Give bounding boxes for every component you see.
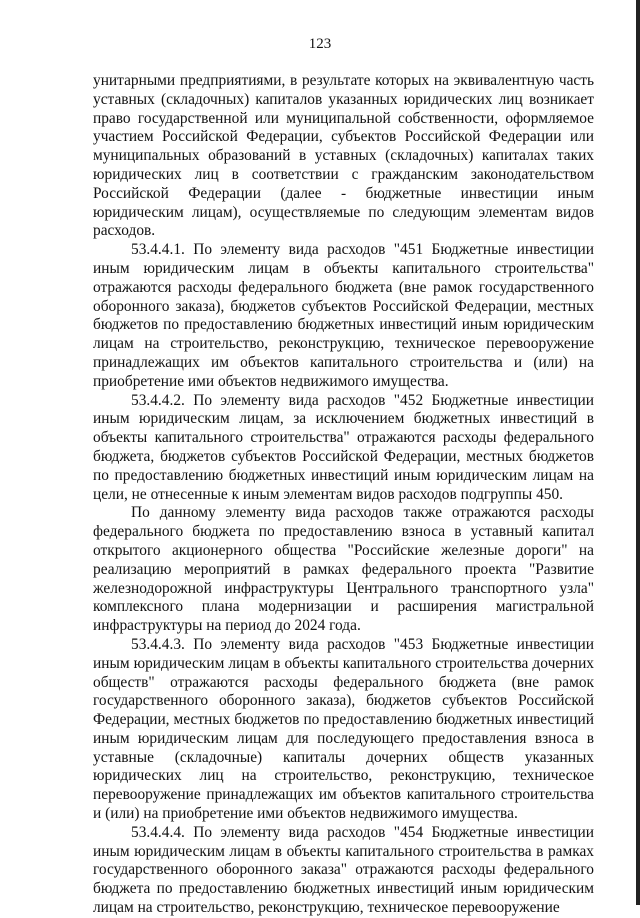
paragraph-continuation: унитарными предприятиями, в результате которых на эквивалентную часть уставных (складочных) капиталов указанных юридических лиц возникает право государственной или муниципальной собственности, оформляемое участием Российской Федерации, субъектов Российской Федерации или муниципальных образований в уставных (складочных) капиталах таких юридических лиц в соответствии с гражданским законодательством Российской Федерации (далее - бюджетные инвестиции иным юридическим лицам), осуществляемые по следующим элементам видов расходов. (93, 72, 594, 240)
page-number: 123 (308, 36, 332, 52)
paragraph-53-4-4-3: 53.4.4.3. По элементу вида расходов "453 Бюджетные инвестиции иным юридическим лицам в объекты капитального строительства дочерних обществ" отражаются расходы федерального бюджета (вне рамок государственного оборонного заказа), бюджетов субъектов Российской Федерации, местных бюджетов по предоставлению бюджетных инвестиций иным юридическим лицам для последующего предоставления взноса в уставные (складочные) капиталы дочерних обществ указанных юридических лиц на строительство, реконструкцию, техническое перевооружение принадлежащих им объектов капитального строительства и (или) на приобретение ими объектов недвижимого имущества. (93, 635, 594, 823)
paragraph-rzd-contribution: По данному элементу вида расходов также отражаются расходы федерального бюджета по предоставлению взноса в уставный капитал открытого акционерного общества "Российские железные дороги" на реализацию мероприятий в рамках федерального проекта "Развитие железнодорожной инфраструктуры Центрального транспортного узла" комплексного плана модернизации и расширения магистральной инфраструктуры на период до 2024 года. (93, 504, 594, 635)
paragraph-53-4-4-4: 53.4.4.4. По элементу вида расходов "454 Бюджетные инвестиции иным юридическим лицам в объекты капитального строительства в рамках государственного оборонного заказа" отражаются расходы федерального бюджета по предоставлению бюджетных инвестиций иным юридическим лицам на строительство, реконструкцию, техническое перевооружение (93, 823, 594, 917)
paragraph-53-4-4-2: 53.4.4.2. По элементу вида расходов "452 Бюджетные инвестиции иным юридическим лицам, за исключением бюджетных инвестиций в объекты капитального строительства" отражаются расходы федерального бюджета, бюджетов субъектов Российской Федерации, местных бюджетов по предоставлению бюджетных инвестиций иным юридическим лицам на цели, не отнесенные к иным элементам видов расходов подгруппы 450. (93, 391, 594, 503)
paragraph-53-4-4-1: 53.4.4.1. По элементу вида расходов "451 Бюджетные инвестиции иным юридическим лицам в объекты капитального строительства" отражаются расходы федерального бюджета (вне рамок государственного оборонного заказа), бюджетов субъектов Российской Федерации, местных бюджетов по предоставлению бюджетных инвестиций иным юридическим лицам на строительство, реконструкцию, техническое перевооружение принадлежащих им объектов капитального строительства и (или) на приобретение ими объектов недвижимого имущества. (93, 241, 594, 390)
scan-edge (636, 0, 640, 905)
document-body (93, 72, 594, 918)
